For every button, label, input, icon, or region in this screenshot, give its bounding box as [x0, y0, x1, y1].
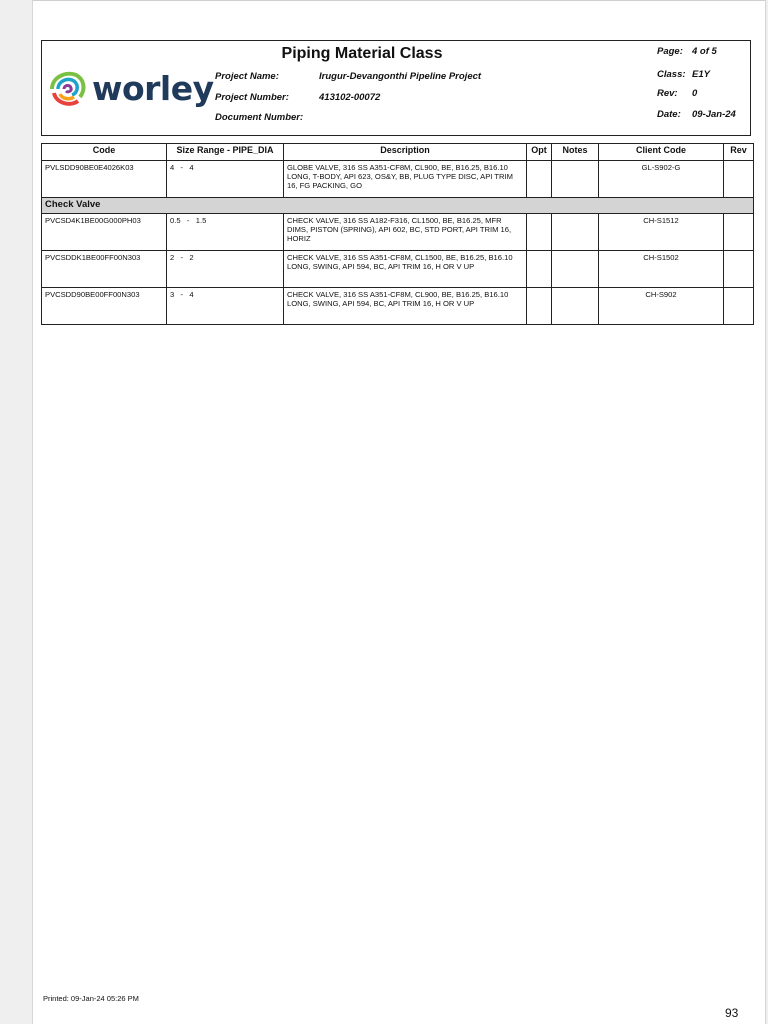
column-header-rev: Rev — [724, 144, 754, 161]
page-top-rule — [33, 0, 765, 1]
group-header-row — [42, 198, 754, 214]
document-page — [32, 0, 766, 1024]
date-value: 09-Jan-24 — [692, 109, 736, 120]
size-range-cell: 2 - 2 — [167, 251, 284, 288]
project-number-value: 413102-00072 — [319, 92, 381, 103]
logo-wordmark: worley — [92, 69, 214, 108]
table-row — [42, 251, 754, 288]
client-code-cell: GL-S902-G — [599, 161, 724, 198]
notes-cell — [552, 251, 599, 288]
document-number-label: Document Number: — [215, 112, 304, 123]
opt-cell — [527, 214, 552, 251]
worley-swirl-icon — [46, 67, 90, 111]
project-name-label: Project Name: — [215, 71, 279, 82]
group-title: Check Valve — [42, 198, 754, 214]
description-cell: CHECK VALVE, 316 SS A351-CF8M, CL1500, BE, B16.25, B16.10 LONG, SWING, API 594, BC, API TRIM 16, H OR V UP — [284, 251, 527, 288]
column-header-size-range: Size Range - PIPE_DIA — [167, 144, 284, 161]
column-header-description: Description — [284, 144, 527, 161]
project-number-label: Project Number: — [215, 92, 289, 103]
notes-cell — [552, 288, 599, 325]
opt-cell — [527, 251, 552, 288]
description-cell: GLOBE VALVE, 316 SS A351-CF8M, CL900, BE, B16.25, B16.10 LONG, T-BODY, API 623, OS&Y, BB, PLUG TYPE DISC, API TRIM 16, FG PACKING, GO — [284, 161, 527, 198]
size-range-cell: 4 - 4 — [167, 161, 284, 198]
column-header-notes: Notes — [552, 144, 599, 161]
class-label: Class: — [657, 69, 686, 80]
project-name-value: Irugur-Devangonthi Pipeline Project — [319, 71, 482, 82]
column-header-client-code: Client Code — [599, 144, 724, 161]
rev-cell — [724, 161, 754, 198]
document-title: Piping Material Class — [281, 45, 443, 62]
rev-value: 0 — [692, 88, 698, 99]
table-row — [42, 214, 754, 251]
page-number: 93 — [725, 1006, 739, 1020]
rev-cell — [724, 251, 754, 288]
document-header — [41, 40, 751, 136]
page-value: 4 of 5 — [692, 46, 717, 57]
description-cell: CHECK VALVE, 316 SS A351-CF8M, CL900, BE, B16.25, B16.10 LONG, SWING, API 594, BC, API TRIM 16, H OR V UP — [284, 288, 527, 325]
size-range-cell: 3 - 4 — [167, 288, 284, 325]
rev-label: Rev: — [657, 88, 678, 99]
worley-logo — [46, 67, 214, 111]
table-row — [42, 288, 754, 325]
code-cell: PVLSDD90BE0E4026K03 — [42, 161, 167, 198]
class-value: E1Y — [692, 69, 710, 80]
client-code-cell: CH-S902 — [599, 288, 724, 325]
client-code-cell: CH-S1502 — [599, 251, 724, 288]
table-header-row — [42, 144, 754, 161]
date-label: Date: — [657, 109, 681, 120]
code-cell: PVCSDDK1BE00FF00N303 — [42, 251, 167, 288]
page-label: Page: — [657, 46, 683, 57]
client-code-cell: CH-S1512 — [599, 214, 724, 251]
code-cell: PVCSDD90BE00FF00N303 — [42, 288, 167, 325]
table-row — [42, 161, 754, 198]
opt-cell — [527, 161, 552, 198]
column-header-opt: Opt — [527, 144, 552, 161]
code-cell: PVCSD4K1BE00G000PH03 — [42, 214, 167, 251]
size-range-cell: 0.5 - 1.5 — [167, 214, 284, 251]
notes-cell — [552, 161, 599, 198]
piping-class-table — [41, 143, 754, 325]
opt-cell — [527, 288, 552, 325]
rev-cell — [724, 288, 754, 325]
printed-timestamp: Printed: 09-Jan-24 05:26 PM — [43, 994, 139, 1003]
notes-cell — [552, 214, 599, 251]
column-header-code: Code — [42, 144, 167, 161]
rev-cell — [724, 214, 754, 251]
description-cell: CHECK VALVE, 316 SS A182-F316, CL1500, BE, B16.25, MFR DIMS, PISTON (SPRING), API 602, BC, STD PORT, API TRIM 16, HORIZ — [284, 214, 527, 251]
